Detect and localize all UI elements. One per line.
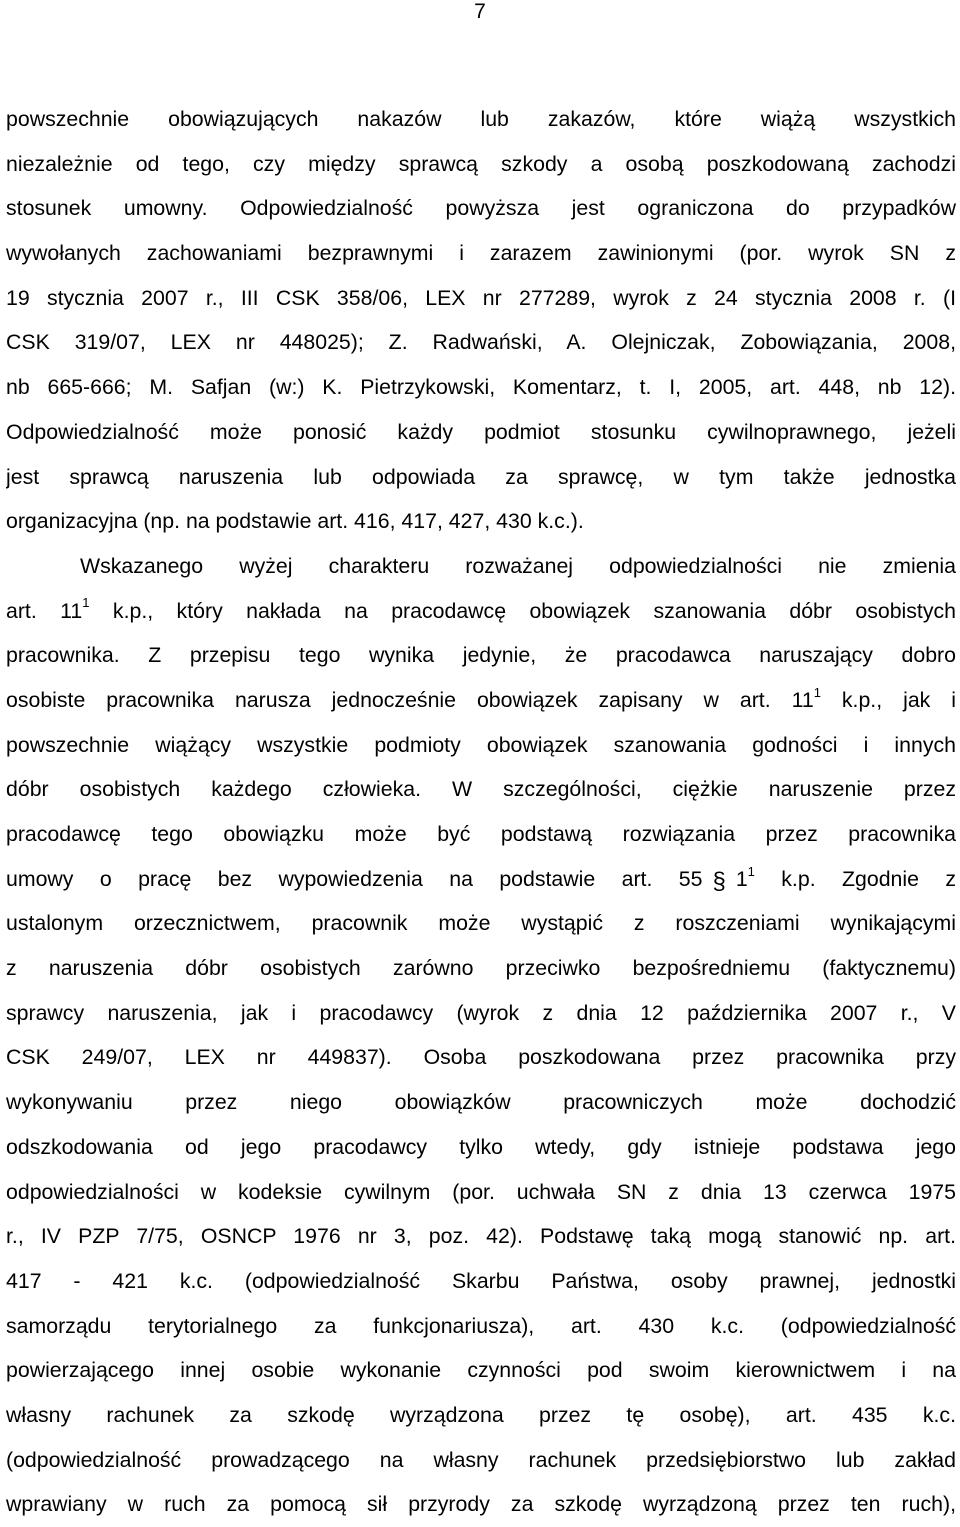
text-line: [6, 678, 956, 723]
text-line: z naruszenia dóbr osobistych zarówno przeciwko bezpośredniemu (faktycznemu): [6, 956, 956, 981]
text-line: [6, 857, 956, 902]
text-fragment: art. 11: [6, 598, 83, 623]
text-line: CSK 319/07, LEX nr 448025); Z. Radwański, A. Olejniczak, Zobowiązania, 2008,: [6, 330, 956, 355]
text-line: samorządu terytorialnego za funkcjonariusza), art. 430 k.c. (odpowiedzialność: [6, 1313, 956, 1338]
text-line: 417 - 421 k.c. (odpowiedzialność Skarbu Państwa, osoby prawnej, jednostki: [6, 1268, 956, 1293]
text-line: dóbr osobistych każdego człowieka. W szczególności, ciężkie naruszenie przez: [6, 777, 956, 802]
text-fragment: k.p., który nakłada na pracodawcę obowiązek szanowania dóbr osobistych: [89, 598, 956, 623]
text-line: stosunek umowny. Odpowiedzialność powyższa jest ograniczona do przypadków: [6, 196, 956, 221]
text-line: pracownika. Z przepisu tego wynika jedynie, że pracodawca naruszający dobro: [6, 643, 956, 668]
text-line: ustalonym orzecznictwem, pracownik może wystąpić z roszczeniami wynikającymi: [6, 911, 956, 936]
text-line: Odpowiedzialność może ponosić każdy podmiot stosunku cywilnoprawnego, jeżeli: [6, 419, 956, 444]
section-sign: §: [712, 867, 726, 895]
text-line: niezależnie od tego, czy między sprawcą szkody a osobą poszkodowaną zachodzi: [6, 151, 956, 176]
text-fragment: k.p., jak i: [820, 687, 956, 712]
superscript: 1: [813, 684, 821, 700]
text-line: 19 stycznia 2007 r., III CSK 358/06, LEX nr 277289, wyrok z 24 stycznia 2008 r. (I: [6, 285, 956, 310]
body-text: [6, 97, 956, 1527]
text-line: Wskazanego wyżej charakteru rozważanej odpowiedzialności nie zmienia: [80, 553, 956, 578]
text-line: powszechnie wiążący wszystkie podmioty obowiązek szanowania godności i innych: [6, 732, 956, 757]
text-line: [6, 589, 956, 634]
text-line: r., IV PZP 7/75, OSNCP 1976 nr 3, poz. 42). Podstawę taką mogą stanowić np. art.: [6, 1224, 956, 1249]
text-line: powierzającego innej osobie wykonanie czynności pod swoim kierownictwem i na: [6, 1358, 956, 1383]
page-number: 7: [474, 0, 486, 23]
text-fragment: k.p. Zgodnie z: [754, 866, 956, 891]
text-line: nb 665-666; M. Safjan (w:) K. Pietrzykowski, Komentarz, t. I, 2005, art. 448, nb 12).: [6, 375, 956, 400]
text-line: organizacyjna (np. na podstawie art. 416, 417, 427, 430 k.c.).: [6, 509, 584, 534]
text-fragment: umowy o pracę bez wypowiedzenia na podstawie art. 55: [6, 866, 703, 891]
text-line: powszechnie obowiązujących nakazów lub zakazów, które wiążą wszystkich: [6, 107, 956, 131]
text-line: (odpowiedzialność prowadzącego na własny rachunek przedsiębiorstwo lub zakład: [6, 1447, 956, 1472]
text-line: odszkodowania od jego pracodawcy tylko wtedy, gdy istnieje podstawa jego: [6, 1134, 956, 1159]
text-fragment: osobiste pracownika narusza jednocześnie obowiązek zapisany w art. 11: [6, 687, 814, 712]
text-line: własny rachunek za szkodę wyrządzona przez tę osobę), art. 435 k.c.: [6, 1402, 956, 1427]
text-line: wywołanych zachowaniami bezprawnymi i zarazem zawinionymi (por. wyrok SN z: [6, 241, 956, 266]
text-line: wykonywaniu przez niego obowiązków pracowniczych może dochodzić: [6, 1090, 956, 1115]
text-fragment: 1: [735, 866, 748, 891]
text-line: wprawiany w ruch za pomocą sił przyrody za szkodę wyrządzoną przez ten ruch),: [6, 1492, 956, 1517]
text-line: sprawcy naruszenia, jak i pracodawcy (wyrok z dnia 12 października 2007 r., V: [6, 1000, 956, 1025]
superscript: 1: [747, 863, 755, 879]
text-line: pracodawcę tego obowiązku może być podstawą rozwiązania przez pracownika: [6, 822, 956, 846]
text-line: odpowiedzialności w kodeksie cywilnym (por. uchwała SN z dnia 13 czerwca 1975: [6, 1179, 956, 1204]
text-line: jest sprawcą naruszenia lub odpowiada za sprawcę, w tym także jednostka: [6, 464, 956, 489]
superscript: 1: [82, 595, 90, 611]
text-line: CSK 249/07, LEX nr 449837). Osoba poszkodowana przez pracownika przy: [6, 1045, 956, 1070]
